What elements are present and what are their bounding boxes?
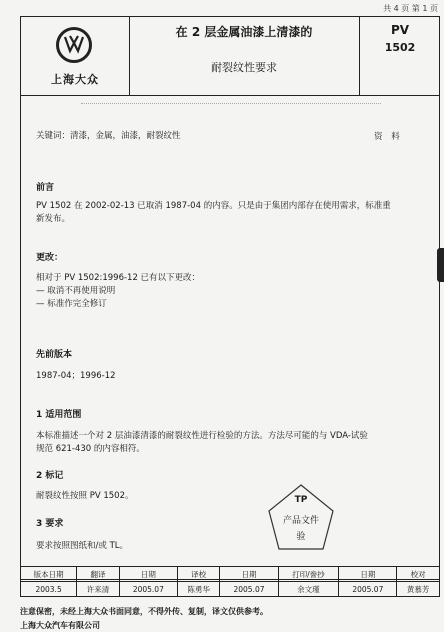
section-2-heading: 2 标记 <box>36 471 64 481</box>
section-2-text: 耐裂纹性按照 PV 1502。 <box>36 491 134 501</box>
changes-heading: 更改： <box>36 253 64 263</box>
document-stamp <box>265 483 337 555</box>
table-cell: 黄慕芳 <box>397 582 440 597</box>
table-cell: 余文瑾 <box>278 582 339 597</box>
previous-versions: 1987-04；1996-12 <box>36 371 116 381</box>
previous-versions-heading: 先前版本 <box>36 350 73 360</box>
table-header-cell: 打印/誊抄 <box>278 567 339 582</box>
table-header-cell: 译校 <box>177 567 220 582</box>
table-cell: 2005.07 <box>220 582 278 597</box>
section-3-text: 要求按照图纸和/或 TL。 <box>36 541 128 551</box>
table-row <box>21 582 440 597</box>
binder-mark <box>437 248 444 282</box>
section-1-text: 规范 621-430 的内容相符。 <box>36 444 145 454</box>
logo-block <box>21 17 129 95</box>
table-cell: 陈勇华 <box>177 582 220 597</box>
section-1-text: 本标准描述一个对 2 层油漆清漆的耐裂纹性进行检验的方法。方法尽可能的与 VDA-试验 <box>36 431 368 441</box>
section-1-heading: 1 适用范围 <box>36 410 82 420</box>
header-rule <box>21 95 439 96</box>
table-cell: 许来清 <box>77 582 120 597</box>
doc-type-label: 资 料 <box>374 132 403 142</box>
table-header-cell: 翻译 <box>77 567 120 582</box>
table-header-cell: 版本日期 <box>21 567 77 582</box>
preface-heading: 前言 <box>36 183 55 193</box>
company-name: 上海大众 <box>51 73 99 86</box>
table-header-cell: 日期 <box>119 567 177 582</box>
changes-item: — 取消不再使用说明 <box>36 286 116 296</box>
table-cell: 2005.07 <box>119 582 177 597</box>
dotted-separator <box>81 103 381 104</box>
vw-logo-icon <box>56 27 92 63</box>
stamp-text: TP <box>294 495 308 505</box>
preface-text: 新发布。 <box>36 214 71 224</box>
changes-intro: 相对于 PV 1502:1996-12 已有以下更改： <box>36 273 201 283</box>
document-subtitle: 耐裂纹性要求 <box>211 61 277 74</box>
table-cell: 2005.07 <box>339 582 397 597</box>
changes-item: — 标准作完全修订 <box>36 299 107 309</box>
table-header-cell: 日期 <box>339 567 397 582</box>
preface-text: PV 1502 在 2002-02-13 已取消 1987-04 的内容。只是由于集团内部存在使用需求，标准重 <box>36 201 391 211</box>
page-count: 共 4 页 第 1 页 <box>383 4 438 13</box>
stamp-text: 产品文件 <box>282 516 319 526</box>
table-cell: 2003.5 <box>21 582 77 597</box>
stamp-text: 验 <box>296 532 306 542</box>
standard-code: PV <box>390 23 410 37</box>
table-header-cell: 校对 <box>397 567 440 582</box>
table-row <box>21 567 440 582</box>
document-title: 在 2 层金属油漆上清漆的 <box>175 25 313 39</box>
section-3-heading: 3 要求 <box>36 519 64 529</box>
confidentiality-note: 注意保密，未经上海大众书面同意，不得外传、复制，译文仅供参考。 <box>20 607 268 616</box>
revision-table <box>20 566 440 597</box>
keywords: 关键词：清漆，金属，油漆，耐裂纹性 <box>36 131 181 141</box>
standard-number: 1502 <box>384 41 416 54</box>
footer-company: 上海大众汽车有限公司 <box>20 621 100 630</box>
table-header-cell: 日期 <box>220 567 278 582</box>
